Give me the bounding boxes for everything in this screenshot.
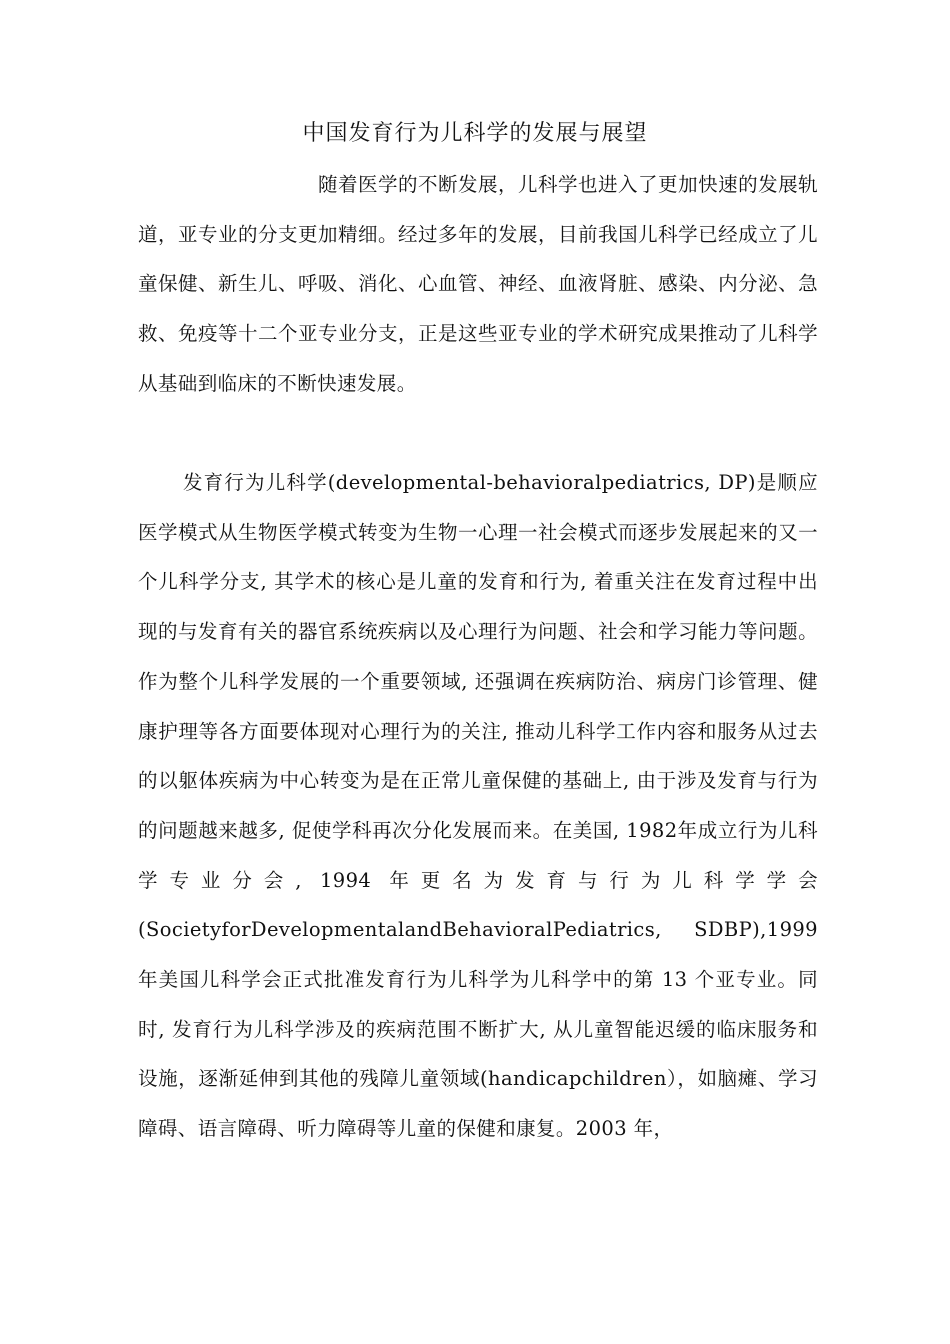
document-title: 中国发育行为儿科学的发展与展望: [302, 121, 648, 146]
paragraph-dp: 发育行为儿科学(developmental-behavioralpediatrics, DP)是顺应医学模式从生物医学模式转变为生物一心理一社会模式而逐步发展起来的又一个儿科学分支, 其学术的核心是儿童的发育和行为, 着重关注在发育过程中出现的与发育有关的器官系统疾病以及心理行为问题、社会和学习能力等问题。作为整个儿科学发展的一个重要领域, 还强调在疾病防治、病房门诊管理、健康护理等各方面要体现对心理行为的关注, 推动儿科学工作内容和服务从过去的以躯体疾病为中心转变为是在正常儿童保健的基础上, 由于涉及发育与行为的问题越来越多, 促使学科再次分化发展而来。在美国, 1982年成立行为儿科学专业分会, 1994 年更名为发育与行为儿科学学会(SocietyforDevelopmentalandBehavioralPediatrics, SDBP),1999 年美国儿科学会正式批准发育行为儿科学为儿科学中的第 13 个亚专业。同时, 发育行为儿科学涉及的疾病范围不断扩大, 从儿童智能迟缓的临床服务和设施，逐渐延伸到其他的残障儿童领域(handicapchildren），如脑瘫、学习障碍、语言障碍、听力障碍等儿童的保健和康复。2003 年，: [138, 471, 818, 1141]
paragraph-intro: 随着医学的不断发展，儿科学也进入了更加快速的发展轨道，亚专业的分支更加精细。经过多年的发展，目前我国儿科学已经成立了儿童保健、新生儿、呼吸、消化、心血管、神经、血液肾脏、感染、内分泌、急救、免疫等十二个亚专业分支，正是这些亚专业的学术研究成果推动了儿科学从基础到临床的不断快速发展。: [138, 173, 818, 395]
